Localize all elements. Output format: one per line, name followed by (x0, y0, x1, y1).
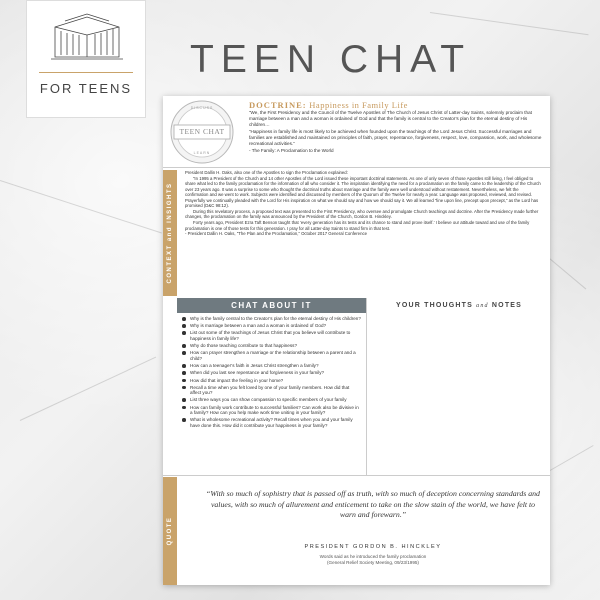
bullet-icon (182, 344, 186, 348)
question-item: How can prayer strengthen a marriage or the relationship between a parent and a child? (181, 350, 361, 361)
context-tab-label: CONTEXT and INSIGHTS (167, 182, 173, 284)
context-text (185, 170, 543, 237)
quote-source-line: (General Relief Society Meeting, 09/23/1995) (327, 560, 419, 565)
bullet-icon (182, 351, 186, 355)
bullet-icon (182, 364, 186, 368)
doctrine-para-1: “We, the First Presidency and the Council of the Twelve Apostles of The Church of Jesus Christ of Latter-day Saints, solemnly proclaim that marriage between a man and a woman is ordained of God and that the family is central to the Creator’s plan for the eternal destiny of His children… (249, 110, 532, 127)
for-teens-badge (26, 0, 146, 118)
quote-text: “With so much of sophistry that is passed off as truth, with so much of deception concerning standards and values, with so much of allurement and enticement to take on the slow stain of the world, we have felt to warn and forewarn.” (206, 489, 540, 519)
bullet-icon (182, 418, 186, 422)
teen-chat-document (163, 96, 550, 585)
bullet-icon (182, 317, 186, 321)
doctrine-para-2: “Happiness in family life is most likely to be achieved when founded upon the teachings of the Lord Jesus Christ. Successful marriages and families are established and maintained on principles of faith, prayer, repentance, forgiveness, respect, love, compassion, work, and wholesome recreational activities.” (249, 129, 542, 146)
question-item: Why is the family central to the Creator’s plan for the eternal destiny of His children? (181, 316, 361, 322)
question-item: How can a teenager’s faith in Jesus Christ strengthen a family? (181, 363, 361, 369)
notes-area[interactable] (366, 313, 550, 475)
bullet-icon (182, 324, 186, 328)
doctrine-title (249, 102, 544, 108)
context-para: - President Dallin H. Oaks, “The Plan and the Proclamation,” October 2017 General Conference (185, 231, 367, 237)
marble-vein (430, 12, 589, 35)
doctrine-header (163, 96, 550, 166)
context-para: Forty years ago, President Ezra Taft Benson taught that ‘every generation has its tests and its chance to stand and prove itself.’ I believe our attitude toward and use of the family proclamation is one of those tests for this generation. I pray for all Latter-day Saints to stand firm in that test. (185, 220, 530, 231)
chat-about-it-header: CHAT ABOUT IT (177, 298, 366, 313)
doctrine-topic: Happiness in Family Life (309, 100, 408, 110)
divider (163, 167, 550, 168)
notes-header (366, 298, 550, 313)
bullet-icon (182, 398, 186, 402)
bullet-icon (182, 406, 186, 410)
bullet-icon (182, 331, 186, 335)
question-item: When did you last see repentance and forgiveness in your family? (181, 370, 361, 376)
context-tab (163, 170, 177, 296)
question-item: List out some of the teachings of Jesus Christ that you believe will contribute to happiness in family life? (181, 330, 361, 341)
doctrine-block (249, 102, 544, 155)
question-item: Recall a time when you felt loved by one of your family members. How did that affect you? (181, 385, 361, 396)
marble-vein (0, 180, 162, 233)
notes-header-left: YOUR THOUGHTS (395, 302, 473, 309)
badge-label: FOR TEENS (39, 81, 133, 96)
bullet-icon (182, 386, 186, 390)
bullet-icon (182, 371, 186, 375)
marble-vein (20, 357, 156, 421)
question-item: What is wholesome recreational activity? Recall times when you and your family have done this. How did it contribute your happiness in your family? (181, 417, 361, 428)
marble-vein (550, 445, 594, 471)
question-item: How did that impact the feeling in your home? (181, 378, 361, 384)
doctrine-label: DOCTRINE: (249, 100, 307, 110)
seal-ring-bottom: LEARN (193, 151, 211, 155)
quote-source-line: Words said as he introduced the family proclamation (319, 554, 427, 559)
divider (163, 475, 550, 476)
seal-text: TEEN CHAT (179, 127, 225, 136)
context-para: During this revelatory process, a proposed text was presented to the First Presidency, who oversee and promulgate Church teachings and doctrine. After the Presidency made further changes, the proclamation on the family was announced by the President of the Church, Gordon B. Hinckley. (185, 208, 539, 220)
seal-ring-top: DISCUSS (190, 106, 214, 110)
bullet-icon (182, 379, 186, 383)
question-item: How can family work contribute to successful families? Can work also be divisive in a family? How can you help make work time uniting in your family? (181, 405, 361, 416)
notes-header-right: NOTES (491, 302, 523, 309)
quote-source (203, 554, 543, 566)
context-para: “In 1995 a President of the Church and 14 other Apostles of the Lord issued these important doctrinal statements. As one of only seven of those Apostles still living, I feel obliged to share what led to the family proclamation for the information of all who consider it. The inspiration identifying the need for a proclamation on the family came to the leadership of the Church over 23 years ago. It was a surprise to some who thought the doctrinal truths about marriage and the family were well understood without restatement. Nevertheless, we felt the confirmation and we went to work. Subjects were identified and discussed by members of the Quorum of the Twelve for nearly a year. Language was proposed, reviewed, and revised. Prayerfully we continually pleaded with the Lord for His inspiration on what we should say and how we should say it. We all learned “line upon line, precept upon precept,” as the Lord has promised (D&C 98:12). (185, 175, 541, 208)
question-item: Why do those teaching contribute to that happiness? (181, 343, 361, 349)
badge-divider (39, 72, 133, 73)
question-list (181, 316, 361, 430)
quote-tab-label: QUOTE (167, 516, 173, 546)
quote-tab (163, 477, 177, 585)
temple-sketch-icon (47, 7, 125, 63)
context-para: President Dallin H. Oaks, also one of the Apostles to sign the Proclamation explained: (185, 170, 348, 175)
question-item: Why is marriage between a man and a woman is ordained of God? (181, 323, 361, 329)
notes-header-and: and (476, 303, 489, 309)
quote-author: PRESIDENT GORDON B. HINCKLEY (304, 544, 442, 550)
page-title: TEEN CHAT (190, 38, 472, 81)
question-item: List three ways you can show compassion to specific members of your family (181, 397, 361, 403)
doctrine-attribution: - The Family: A Proclamation to the World (249, 148, 334, 153)
